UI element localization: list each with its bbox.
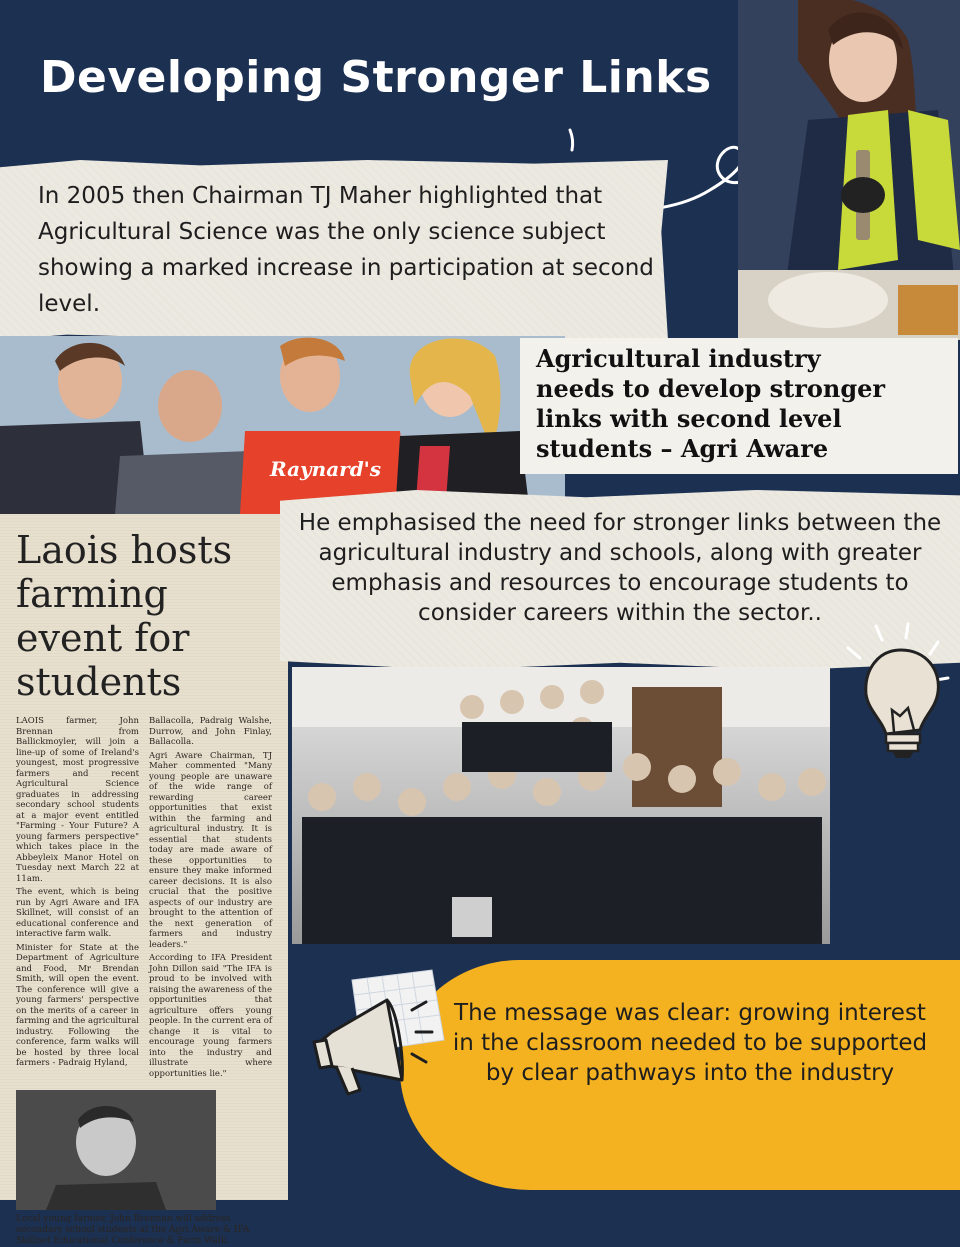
headline-line: needs to develop stronger (536, 374, 886, 403)
photo-group-illustration (0, 336, 565, 514)
megaphone-icon (292, 970, 452, 1110)
newspaper-headline-clipping (520, 338, 958, 474)
article-paragraph: Minister for State at the Department of Agriculture and Food, Mr Brendan Smith, will open the event. The conference will give a young farmers' perspective on the merits of a career in farming and the agricultural industry. Following the conference, farm walks will be hosted by three local farmers - Padraig Hyland, (16, 942, 139, 1068)
article-column-2 (149, 716, 272, 1082)
page-title: Developing Stronger Links (40, 52, 712, 103)
intro-text: In 2005 then Chairman TJ Maher highlighted that Agricultural Science was the only science subject showing a marked increase in participation at second level. (38, 183, 654, 317)
article-photo-illustration (16, 1090, 216, 1210)
lightbulb-icon (838, 620, 960, 750)
article-photo-young-farmer (16, 1090, 216, 1210)
newspaper-article (0, 514, 288, 1246)
photo-student-illustration (738, 0, 960, 340)
photo-group-men-woman (0, 336, 565, 514)
article-paragraph: LAOIS farmer, John Brennan from Ballickmoyler, will join a line-up of some of Ireland's youngest, most progressive farmers and recent Agricultural Science graduates in addressing secondary school students at a major event entitled "Farming - Your Future? A young farmers perspective" which takes place in the Abbeyleix Manor Hotel on Tuesday next March 22 at 11am. (16, 716, 139, 884)
article-column-1 (16, 716, 139, 1082)
photo-student-with-syringe (738, 0, 960, 340)
message-text: The message was clear: growing interest in the classroom needed to be supported by clear pathways into the industry (452, 1000, 928, 1086)
headline-text (536, 344, 942, 464)
article-paragraph: Agri Aware Chairman, TJ Maher commented "Many young people are unaware of the wide range of rewarding career opportunities that exist within the farming and agricultural industry. It is essential that students today are made aware of these opportunities to ensure they make informed career decisions. It is also crucial that the positive aspects of our industry are brought to the attention of the next generation of farmers and industry leaders." (149, 750, 272, 950)
photo-students-group (292, 667, 830, 944)
article-caption: Local young farmer, John Brennan will address secondary school students at the Agri Aware & IFA Skillnet Educational Conference & Farm Walk. (16, 1214, 250, 1246)
shirt-logo: Raynard's (270, 457, 382, 481)
headline-line: links with second level (536, 404, 842, 433)
emphasis-text: He emphasised the need for stronger links between the agricultural industry and schools, along with greater emphasis and resources to encourage students to consider careers within the sector.. (298, 510, 942, 626)
article-paragraph: According to IFA President John Dillon said "The IFA is proud to be involved with raising the awareness of the opportunities that agriculture offers young people. In the current era of change it is vital to encourage young farmers into the industry and illustrate where opportunities lie." (149, 953, 272, 1079)
article-paragraph: The event, which is being run by Agri Aware and IFA Skillnet, will consist of an educational conference and interactive farm walk. (16, 887, 139, 939)
headline-line: students – Agri Aware (536, 434, 829, 463)
article-paragraph: Ballacolla, Padraig Walshe, Durrow, and John Finlay, Ballacolla. (149, 716, 272, 747)
headline-line: Agricultural industry (536, 344, 821, 373)
photo-students-illustration (292, 667, 830, 944)
article-headline: Laois hosts farming event for students (16, 528, 233, 704)
